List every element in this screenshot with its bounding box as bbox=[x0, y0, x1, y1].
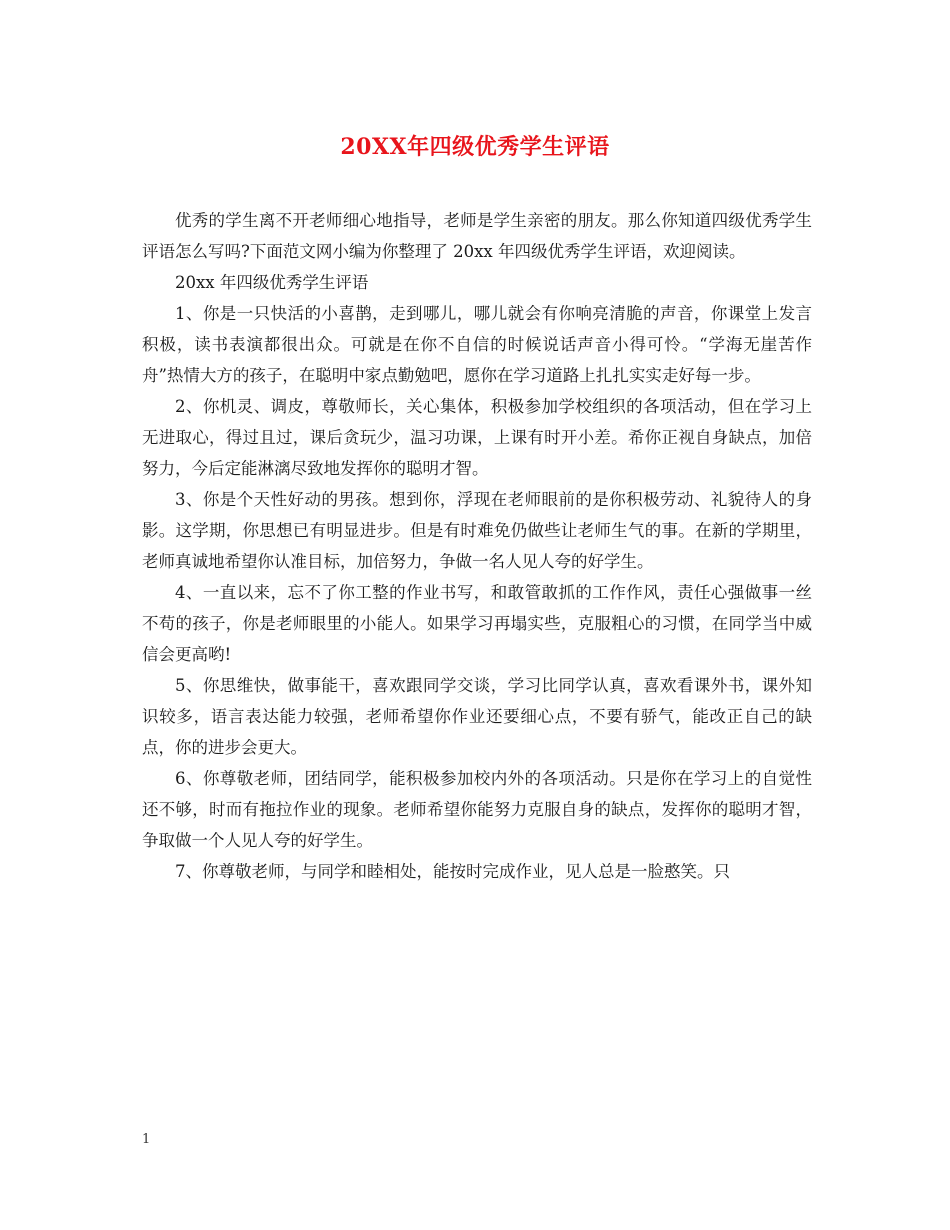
comment-paragraph: 2、你机灵、调皮，尊敬师长，关心集体，积极参加学校组织的各项活动，但在学习上无进取心，得过且过，课后贪玩少，温习功课，上课有时开小差。希你正视自身缺点，加倍努力，今后定能淋漓尽致地发挥你的聪明才智。 bbox=[142, 397, 812, 478]
section-heading: 20xx 年四级优秀学生评语 bbox=[175, 273, 369, 292]
document-title: 20XX年四级优秀学生评语 bbox=[340, 134, 610, 160]
comment-paragraph: 6、你尊敬老师，团结同学，能积极参加校内外的各项活动。只是你在学习上的自觉性还不够，时而有拖拉作业的现象。老师希望你能努力克服自身的缺点，发挥你的聪明才智，争取做一个人见人夸的好学生。 bbox=[142, 769, 812, 850]
comment-paragraph: 1、你是一只快活的小喜鹊，走到哪儿，哪儿就会有你响亮清脆的声音，你课堂上发言积极，读书表演都很出众。可就是在你不自信的时候说话声音小得可怜。“学海无崖苦作舟”热情大方的孩子，在聪明中家点勤勉吧，愿你在学习道路上扎扎实实走好每一步。 bbox=[142, 304, 812, 385]
comment-paragraph: 5、你思维快，做事能干，喜欢跟同学交谈，学习比同学认真，喜欢看课外书，课外知识较多，语言表达能力较强，老师希望你作业还要细心点，不要有骄气，能改正自己的缺点，你的进步会更大。 bbox=[142, 676, 812, 757]
comment-paragraph: 4、一直以来，忘不了你工整的作业书写，和敢管敢抓的工作作风，责任心强做事一丝不苟的孩子，你是老师眼里的小能人。如果学习再塌实些，克服粗心的习惯，在同学当中威信会更高哟! bbox=[142, 583, 812, 664]
document-body bbox=[142, 205, 812, 887]
comment-paragraph: 7、你尊敬老师，与同学和睦相处，能按时完成作业，见人总是一脸憨笑。只 bbox=[175, 862, 730, 881]
comment-paragraph: 3、你是个天性好动的男孩。想到你，浮现在老师眼前的是你积极劳动、礼貌待人的身影。这学期，你思想已有明显进步。但是有时难免仍做些让老师生气的事。在新的学期里，老师真诚地希望你认准目标，加倍努力，争做一名人见人夸的好学生。 bbox=[142, 490, 812, 571]
intro-paragraph: 优秀的学生离不开老师细心地指导，老师是学生亲密的朋友。那么你知道四级优秀学生评语怎么写吗?下面范文网小编为你整理了 20xx 年四级优秀学生评语，欢迎阅读。 bbox=[142, 211, 812, 261]
page-number: 1 bbox=[142, 1132, 151, 1147]
